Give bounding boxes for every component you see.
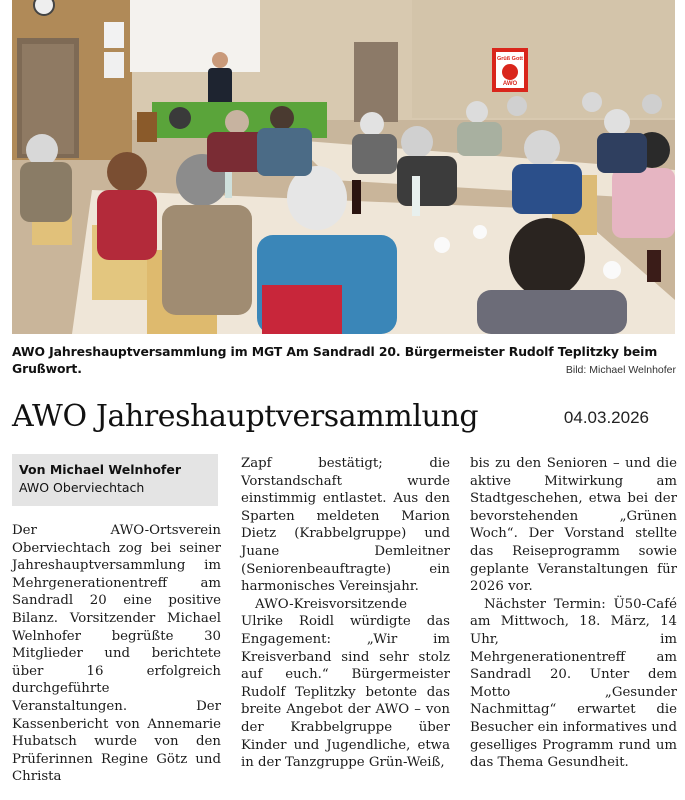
photo-caption: AWO Jahreshauptversammlung im MGT Am Sandradl 20. Bürgermeister Rudolf Teplitzky beim Grußwort. <box>12 344 658 376</box>
paragraph: Nächster Termin: Ü50-Café am Mittwoch, 18. März, 14 Uhr, im Mehrgenerationentreff am Sandradl 20. Unter dem Motto „Gesunder Nachmittag“ erwartet die Besucher ein informatives und geselliges Programm rund um das Thema Gesundheit. <box>470 596 677 771</box>
article-column-3 <box>470 455 677 772</box>
article-column-1 <box>12 522 221 786</box>
author-organisation: AWO Oberviechtach <box>19 480 145 495</box>
author-box <box>12 454 218 506</box>
paragraph: Der AWO-Ortsverein Oberviechtach zog bei seiner Jahreshauptversammlung im Mehrgenerationentreff am Sandradl 20 eine positive Bilanz. Vorsitzender Michael Welnhofer begrüßte 30 Mitglieder und berichtete über 16 erfolgreich durchgeführte Veranstaltungen. Der Kassenbericht von Annemarie Hubatsch wurde von den Prüferinnen Regine Götz und Christa <box>12 523 221 785</box>
paragraph: AWO-Kreisvorsitzende Ulrike Roidl würdigte das Engagement: „Wir im Kreisverband sind sehr stolz auf euch.“ Bürgermeister Rudolf Teplitzky betonte das breite Angebot der AWO – von der Krabbelgruppe über Kinder und Jugendliche, etwa in der Tanzgruppe Grün-Weiß, <box>241 596 450 771</box>
sign-text: Grüß Gott <box>497 56 523 62</box>
paragraph: bis zu den Senioren – und die aktive Mitwirkung am Stadtgeschehen, etwa bei der bevorstehenden „Grünen Woch“. Der Vorstand stellte das Reiseprogramm sowie geplante Veranstaltungen für 2026 vor. <box>470 456 677 595</box>
paragraph: Zapf bestätigt; die Vorstandschaft wurde einstimmig entlastet. Aus den Sparten meldeten Marion Dietz (Krabbelgruppe) und Juane Demleitner (Seniorenbeauftragte) ein harmonisches Vereinsjahr. <box>241 456 450 595</box>
article-date: 04.03.2026 <box>563 408 649 427</box>
author-name: Von Michael Welnhofer <box>19 462 181 477</box>
article-photo <box>12 0 675 334</box>
photo-credit: Bild: Michael Welnhofer <box>565 364 676 376</box>
article-column-2 <box>241 455 450 772</box>
article-headline: AWO Jahreshauptversammlung <box>12 399 479 434</box>
sign-brand: AWO <box>502 81 518 87</box>
